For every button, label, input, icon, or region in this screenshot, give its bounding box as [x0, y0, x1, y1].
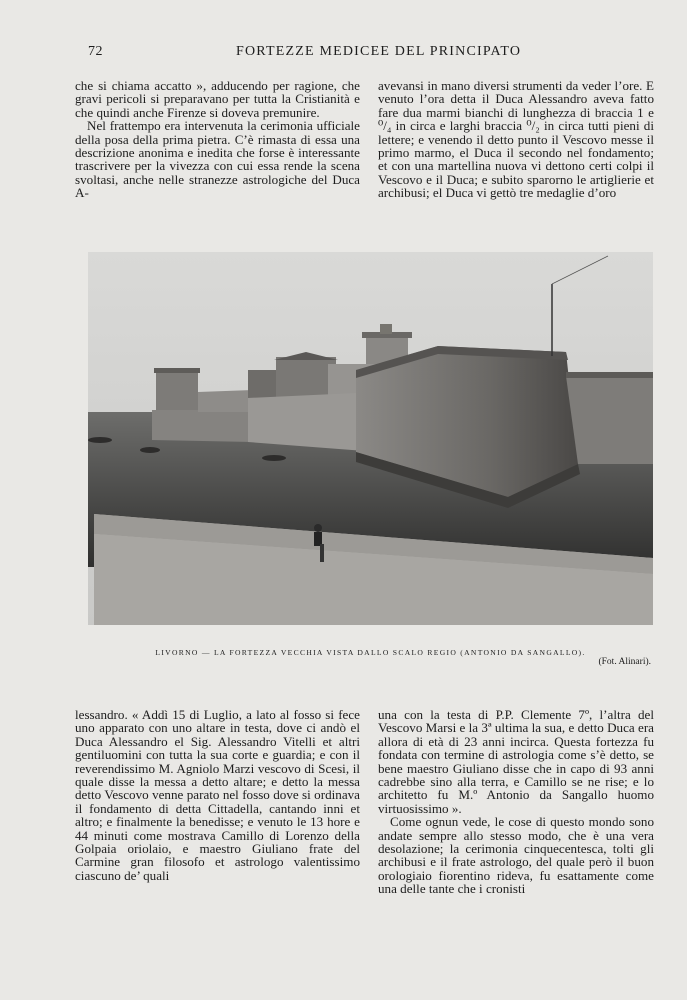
paragraph: che si chiama accatto », adducendo per ragione, che gravi pericoli si preparavano per tutta la Cristianità e che quindi anche Firenze si doveva premunire. — [75, 78, 360, 120]
paragraph: Nel frattempo era intervenuta la cerimonia ufficiale della posa della prima pietra. C’è rimasta di essa una descrizione anonima e inedita che forse è interessante trascrivere per la vivezza con cui essa rende la scena svoltasi, anche nelle stranezze astrologiche del Duca A- — [75, 118, 360, 201]
page-number: 72 — [88, 44, 103, 59]
paragraph: Come ognun vede, le cose di questo mondo sono andate sempre allo stesso modo, che è una vera desolazione; la cerimonia cinquecentesca, tolti gli archibusi e il frate astrologo, del quale però il buon orologiaio fiorentino rideva, fu esattamente come una delle tante che i cronisti — [378, 814, 654, 897]
running-title: FORTEZZE MEDICEE DEL PRINCIPATO — [236, 44, 522, 59]
text-column-bottom-right — [378, 708, 654, 896]
text-column-top-left — [75, 79, 360, 200]
paragraph: una con la testa di P.P. Clemente 7º, l’altra del Vescovo Marsi e la 3ª ultima la sua, e detto Duca era allora di età di 23 anni incirca. Questa fortezza fu fondata con termine di astrologia come s’è detto, se bene maestro Giuliano disse che in capo di 93 anni cadrebbe sino alla terra, e Camillo se ne rise; e lo architetto fu M.º Antonio da Sangallo huomo virtuosissimo ». — [378, 707, 654, 816]
photo-credit: (Fot. Alinari). — [598, 657, 651, 667]
figure-caption: LIVORNO — LA FORTEZZA VECCHIA VISTA DALLO SCALO REGIO (ANTONIO DA SANGALLO). — [155, 648, 586, 657]
paragraph: lessandro. « Addì 15 di Luglio, a lato al fosso si fece uno apparato con uno altare in testa, dove ci andò el Duca Alessandro el Sig. Alessandro Vitelli et altri gentiluomini con tutta la sua corte e guardia; e con il reverendissimo M. Agniolo Marzi vescovo di Scesi, il quale disse la messa a detto altare; e detto la messa detto Vescovo venne parato nel fosso dove si ordinava il fondamento di detta Cittadella, cantando inni et altro; e finalmente la benedisse; e venuto le 13 hore e 44 minuti come mostrava Camillo di Lorenzo della Golpaia oriolaio, e maestro Giuliano frate del Carmine gran filosofo et astrologo valentissimo ciascuno de’ quali — [75, 707, 360, 883]
fortress-photograph — [88, 252, 653, 625]
text-column-bottom-left — [75, 708, 360, 882]
text-column-top-right — [378, 79, 654, 200]
paragraph: avevansi in mano diversi strumenti da veder l’ore. E venuto l’ora detta il Duca Alessandro aveva fatto fare dua marmi bianchi di lunghezza di braccia 1 e ⁰/₄ in circa e larghi braccia ⁰/₂ in circa tutti pieni di lettere; e venendo il detto punto il Vescovo messe il primo marmo, el Duca il secondo nel fondamento; et con una martellina nuova vi dettono certi colpi il Vescovo e il Duca; e subito sparorno le artiglierie et archibusi; el Duca vi gettò tre medaglie d’oro — [378, 78, 654, 201]
